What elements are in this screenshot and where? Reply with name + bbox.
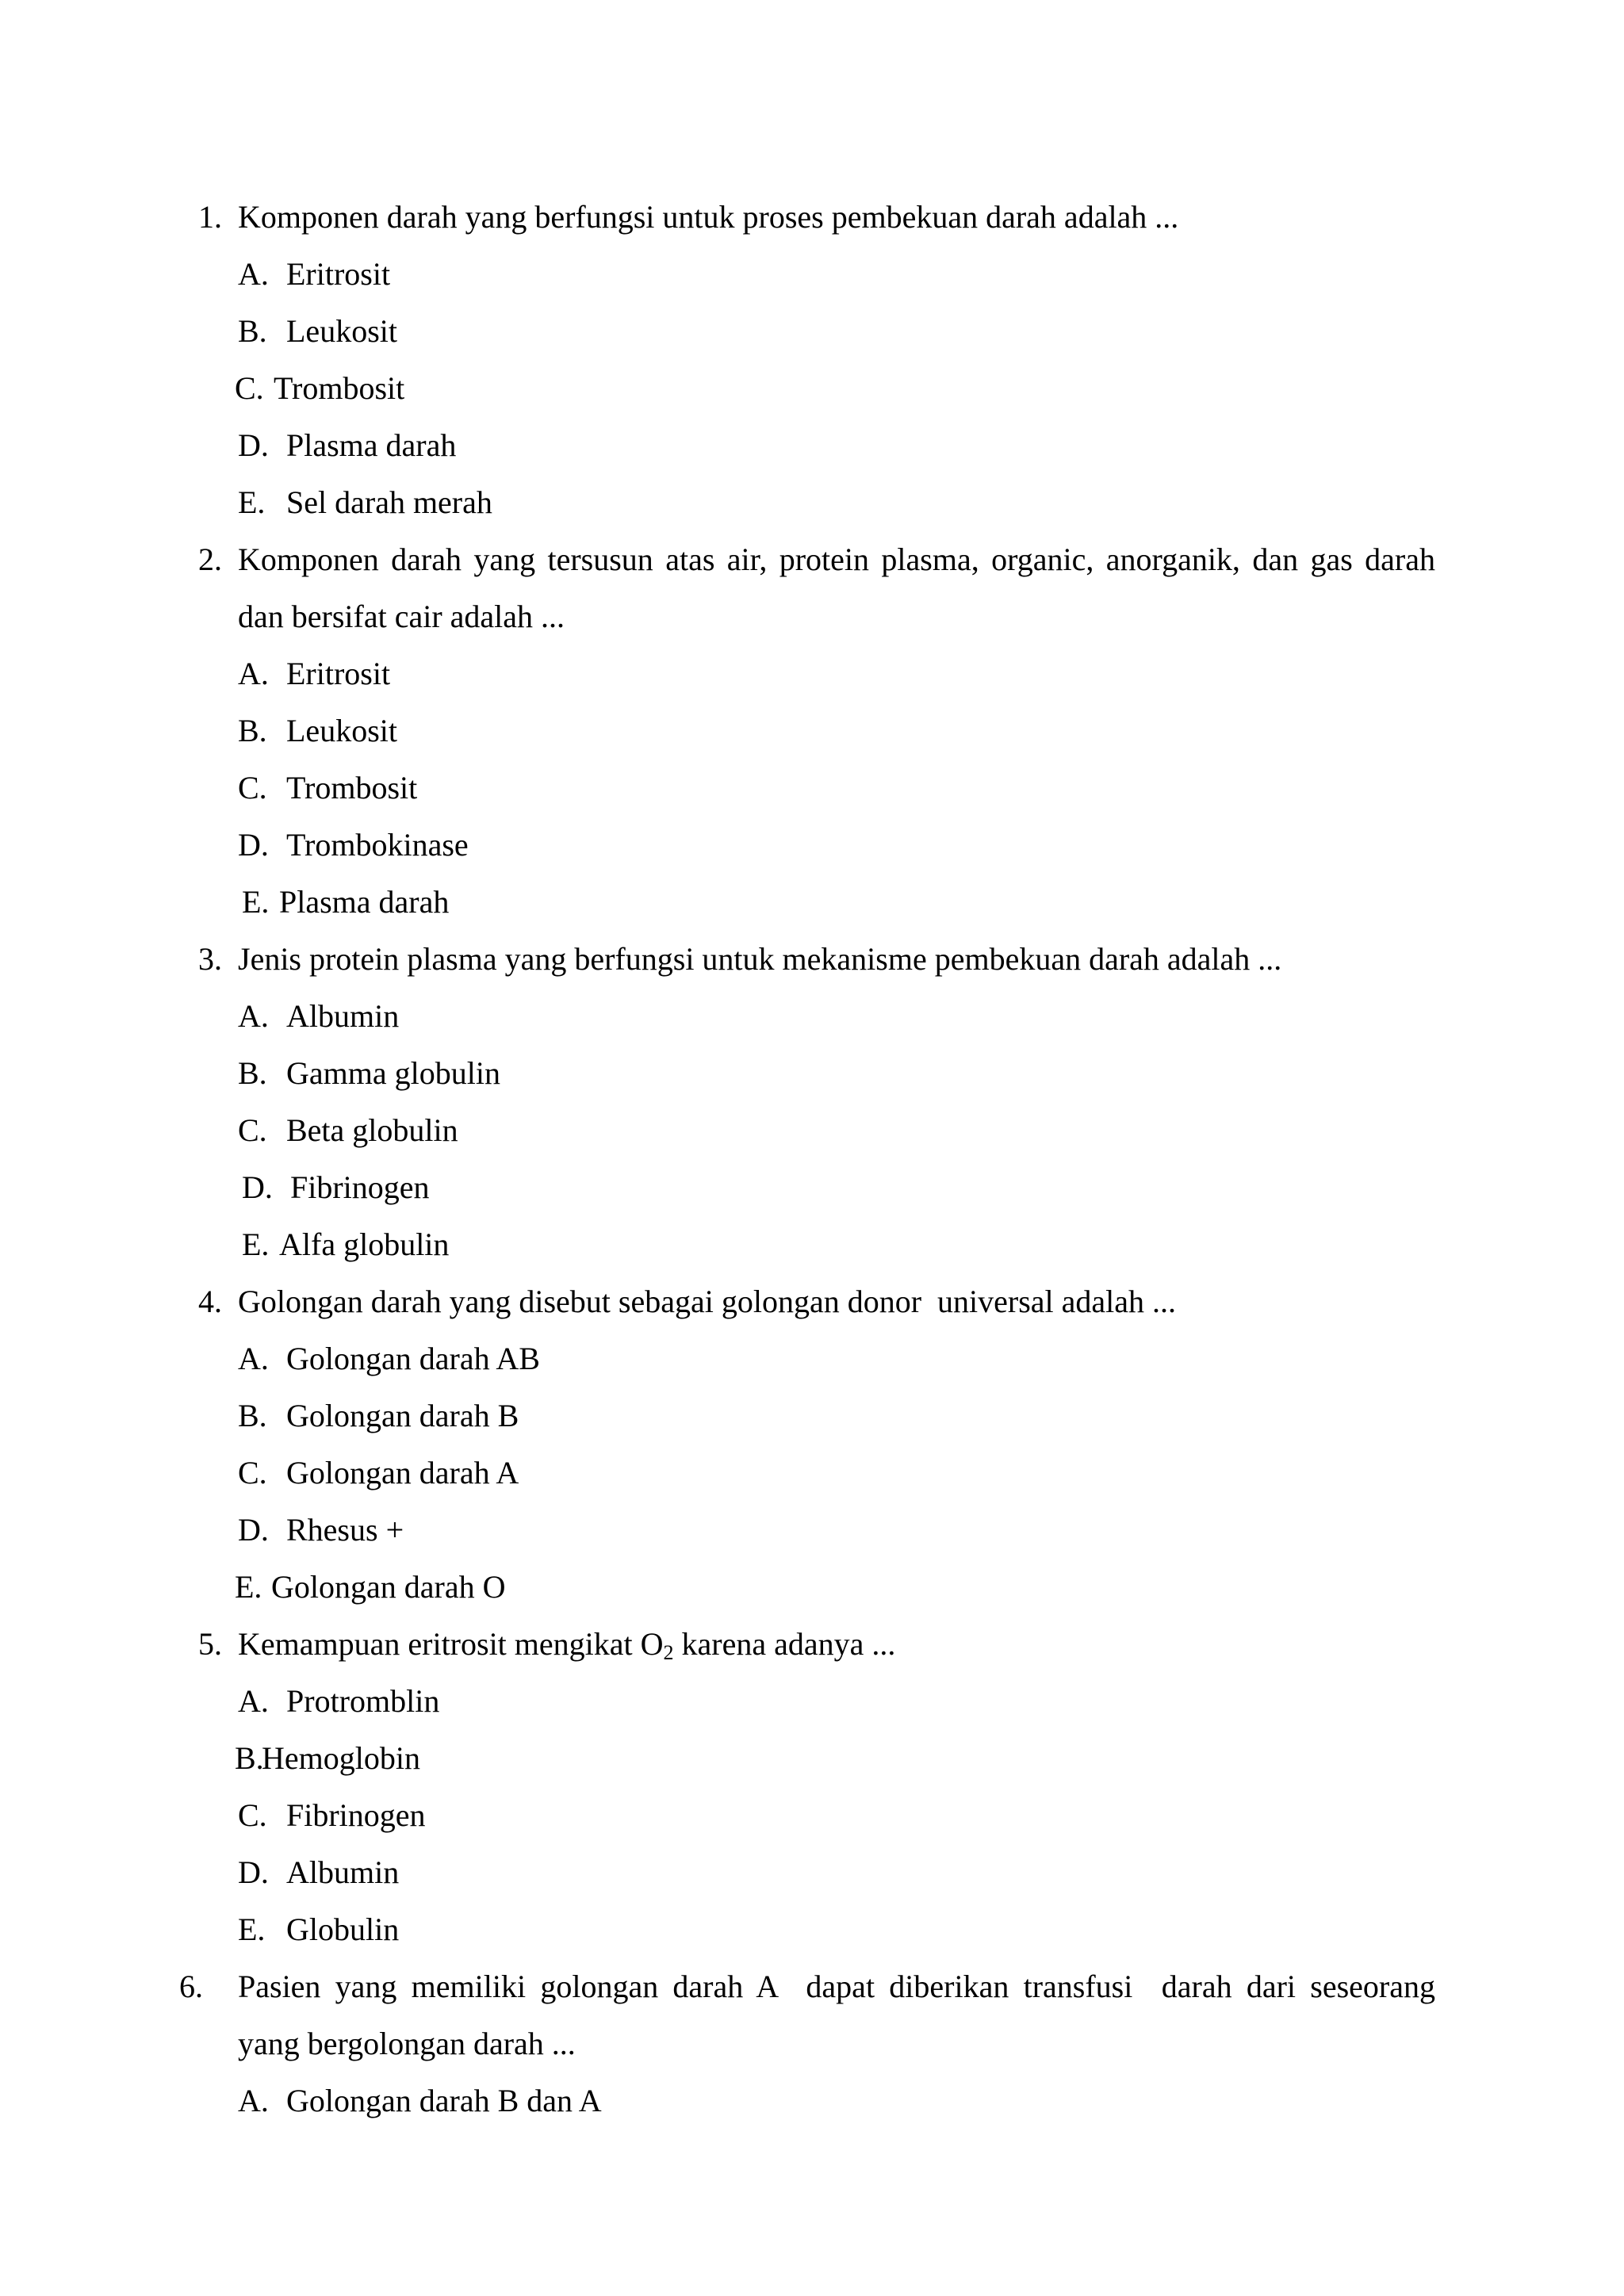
question-text: Komponen darah yang berfungsi untuk proses pembekuan darah adalah ... bbox=[238, 199, 1179, 235]
option-letter: B. bbox=[238, 1055, 267, 1091]
subscript-2: 2 bbox=[663, 1641, 674, 1664]
question-number: 4. bbox=[198, 1284, 222, 1319]
option-text: Plasma darah bbox=[279, 884, 450, 920]
question-text-line-1: Pasien yang memiliki golongan darah A dapat diberikan transfusi darah dari seseorang bbox=[238, 1969, 1435, 2004]
option-text: Fibrinogen bbox=[286, 1797, 426, 1833]
option-letter: D. bbox=[238, 1512, 269, 1548]
question-text-line-1: Komponen darah yang tersusun atas air, protein plasma, organic, anorganik, dan gas darah bbox=[238, 541, 1435, 577]
option-letter: C. bbox=[238, 770, 267, 806]
option-text: Alfa globulin bbox=[279, 1226, 450, 1262]
option-letter: B. bbox=[238, 1398, 267, 1433]
option-letter: A. bbox=[238, 1341, 269, 1376]
question-text-before: Kemampuan eritrosit mengikat O bbox=[238, 1626, 664, 1662]
option-letter: A. bbox=[238, 2083, 269, 2118]
question-text bbox=[238, 1625, 895, 1663]
option-letter: A. bbox=[238, 656, 269, 691]
option-letter: E. bbox=[242, 884, 270, 920]
question-text-line-2: dan bersifat cair adalah ... bbox=[238, 599, 565, 634]
option-text: Golongan darah O bbox=[271, 1569, 506, 1605]
option-letter: D. bbox=[238, 1854, 269, 1890]
option-text: Eritrosit bbox=[286, 656, 391, 691]
option-text: Plasma darah bbox=[286, 427, 457, 463]
option-text: Albumin bbox=[286, 1854, 400, 1890]
question-text: Jenis protein plasma yang berfungsi untuk mekanisme pembekuan darah adalah ... bbox=[238, 941, 1282, 977]
question-number: 3. bbox=[198, 941, 222, 977]
option-text: Globulin bbox=[286, 1911, 400, 1947]
option-letter: D. bbox=[238, 827, 269, 863]
question-number: 6. bbox=[179, 1969, 203, 2004]
option-text: Eritrosit bbox=[286, 256, 391, 292]
option-text: Albumin bbox=[286, 998, 400, 1034]
option-text: Gamma globulin bbox=[286, 1055, 500, 1091]
option-letter: A. bbox=[238, 1683, 269, 1719]
option-text: Golongan darah B bbox=[286, 1398, 519, 1433]
question-text: Golongan darah yang disebut sebagai golongan donor universal adalah ... bbox=[238, 1284, 1177, 1319]
option-letter: B. bbox=[235, 1740, 264, 1776]
option-letter: C. bbox=[238, 1112, 267, 1148]
question-number: 1. bbox=[198, 199, 222, 235]
option-text: Leukosit bbox=[286, 713, 397, 748]
option-letter: E. bbox=[242, 1226, 270, 1262]
option-text: Fibrinogen bbox=[290, 1169, 430, 1205]
option-letter: D. bbox=[238, 427, 269, 463]
option-letter: B. bbox=[238, 713, 267, 748]
option-letter: A. bbox=[238, 998, 269, 1034]
option-text: Beta globulin bbox=[286, 1112, 458, 1148]
option-letter: C. bbox=[238, 1797, 267, 1833]
option-text: Golongan darah B dan A bbox=[286, 2083, 602, 2118]
option-letter: E. bbox=[238, 484, 266, 520]
option-letter: C. bbox=[238, 1455, 267, 1490]
option-letter: C. bbox=[235, 370, 264, 406]
question-text-after: karena adanya ... bbox=[673, 1626, 896, 1662]
question-text-line-2: yang bergolongan darah ... bbox=[238, 2026, 576, 2061]
option-text: Rhesus + bbox=[286, 1512, 404, 1548]
option-text: Hemoglobin bbox=[262, 1740, 420, 1776]
option-text: Leukosit bbox=[286, 313, 397, 349]
option-text: Trombokinase bbox=[286, 827, 469, 863]
option-text: Protromblin bbox=[286, 1683, 440, 1719]
option-text: Sel darah merah bbox=[286, 484, 492, 520]
option-letter: A. bbox=[238, 256, 269, 292]
option-text: Golongan darah A bbox=[286, 1455, 519, 1490]
option-letter: E. bbox=[238, 1911, 266, 1947]
option-letter: D. bbox=[242, 1169, 273, 1205]
option-letter: B. bbox=[238, 313, 267, 349]
option-text: Trombosit bbox=[286, 770, 418, 806]
option-letter: E. bbox=[235, 1569, 262, 1605]
option-text: Trombosit bbox=[274, 370, 405, 406]
question-number: 2. bbox=[198, 541, 222, 577]
question-number: 5. bbox=[198, 1626, 222, 1662]
option-text: Golongan darah AB bbox=[286, 1341, 540, 1376]
